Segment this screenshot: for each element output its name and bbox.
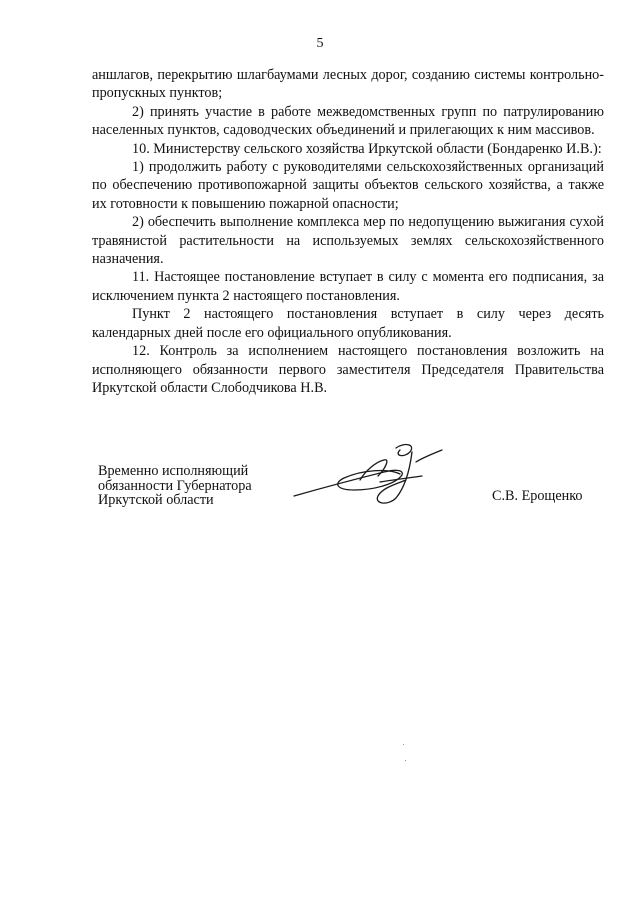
handwritten-signature [292,440,452,515]
signatory-position-line: Иркутской области [98,492,214,508]
paragraph: аншлагов, перекрытию шлагбаумами лесных дорог, созданию системы контрольно-пропускных пунктов; [92,67,604,102]
signatory-position [98,464,252,508]
paragraph: 11. Настоящее постановление вступает в силу с момента его подписания, за исключением пункта 2 настоящего постановления. [92,269,604,304]
document-body [92,66,604,397]
scan-speck [403,744,404,745]
paragraph: 10. Министерству сельского хозяйства Иркутской области (Бондаренко И.В.): [132,140,602,157]
paragraph: 1) продолжить работу с руководителями сельскохозяйственных организаций по обеспечению противопожарной защиты объектов сельского хозяйства, а также их готовности к повышению пожарной опасности; [92,159,604,212]
signatory-name: С.В. Ерощенко [492,488,583,504]
paragraph: 12. Контроль за исполнением настоящего постановления возложить на исполняющего обязанности первого заместителя Председателя Правительства Иркутской области Слободчикова Н.В. [92,343,604,396]
signatory-position-line: Временно исполняющий [98,463,249,479]
paragraph: 2) принять участие в работе межведомственных групп по патрулированию населенных пунктов, садоводческих объединений и прилегающих к ним массивов. [92,103,604,139]
paragraph: 2) обеспечить выполнение комплекса мер по недопущению выжигания сухой травянистой растительности на используемых землях сельскохозяйственного назначения. [92,214,604,268]
page-number: 5 [316,36,324,51]
signatory-position-line: обязанности Губернатора [98,477,252,494]
paragraph: Пункт 2 настоящего постановления вступает в силу через десять календарных дней после его официального опубликования. [92,306,604,341]
scan-speck [405,760,406,761]
